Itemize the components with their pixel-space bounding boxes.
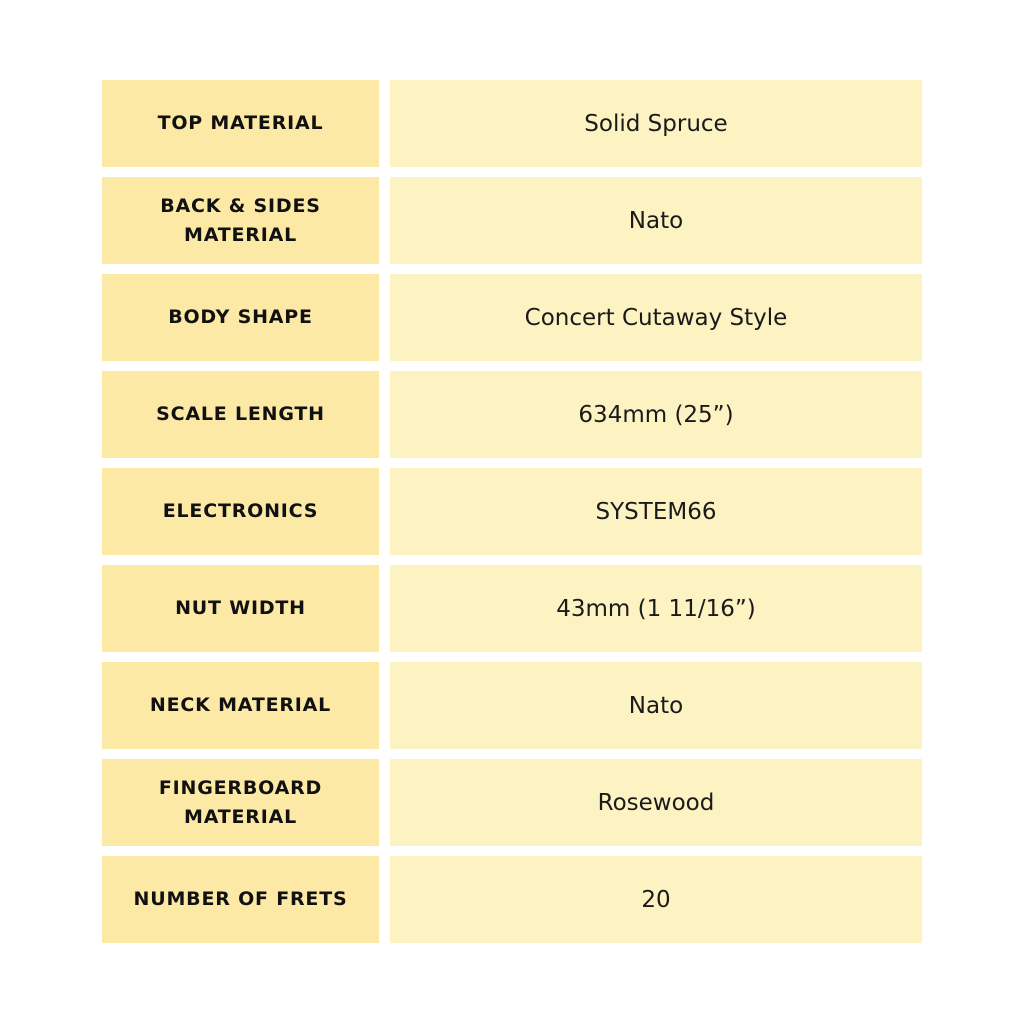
- spec-row-body-shape: [102, 274, 922, 361]
- spec-row-neck-material: [102, 662, 922, 749]
- spec-label: ELECTRONICS: [102, 468, 379, 555]
- column-divider: [379, 274, 390, 361]
- spec-value: Nato: [390, 177, 922, 264]
- spec-value: Solid Spruce: [390, 80, 922, 167]
- spec-row-number-of-frets: [102, 856, 922, 943]
- spec-row-fingerboard-material: [102, 759, 922, 846]
- spec-table: [102, 80, 922, 943]
- spec-row-top-material: [102, 80, 922, 167]
- spec-label: NUT WIDTH: [102, 565, 379, 652]
- spec-label: FINGERBOARD MATERIAL: [102, 759, 379, 846]
- spec-value: 20: [390, 856, 922, 943]
- spec-label: SCALE LENGTH: [102, 371, 379, 458]
- column-divider: [379, 856, 390, 943]
- column-divider: [379, 468, 390, 555]
- column-divider: [379, 662, 390, 749]
- spec-row-scale-length: [102, 371, 922, 458]
- spec-value: 43mm (1 11/16”): [390, 565, 922, 652]
- spec-value: SYSTEM66: [390, 468, 922, 555]
- column-divider: [379, 565, 390, 652]
- spec-value: Concert Cutaway Style: [390, 274, 922, 361]
- spec-row-back-sides-material: [102, 177, 922, 264]
- spec-label: TOP MATERIAL: [102, 80, 379, 167]
- spec-label: BACK & SIDES MATERIAL: [102, 177, 379, 264]
- spec-label: BODY SHAPE: [102, 274, 379, 361]
- spec-value: Rosewood: [390, 759, 922, 846]
- column-divider: [379, 177, 390, 264]
- column-divider: [379, 80, 390, 167]
- spec-value: 634mm (25”): [390, 371, 922, 458]
- spec-value: Nato: [390, 662, 922, 749]
- spec-row-electronics: [102, 468, 922, 555]
- column-divider: [379, 759, 390, 846]
- spec-row-nut-width: [102, 565, 922, 652]
- column-divider: [379, 371, 390, 458]
- spec-label: NUMBER OF FRETS: [102, 856, 379, 943]
- spec-label: NECK MATERIAL: [102, 662, 379, 749]
